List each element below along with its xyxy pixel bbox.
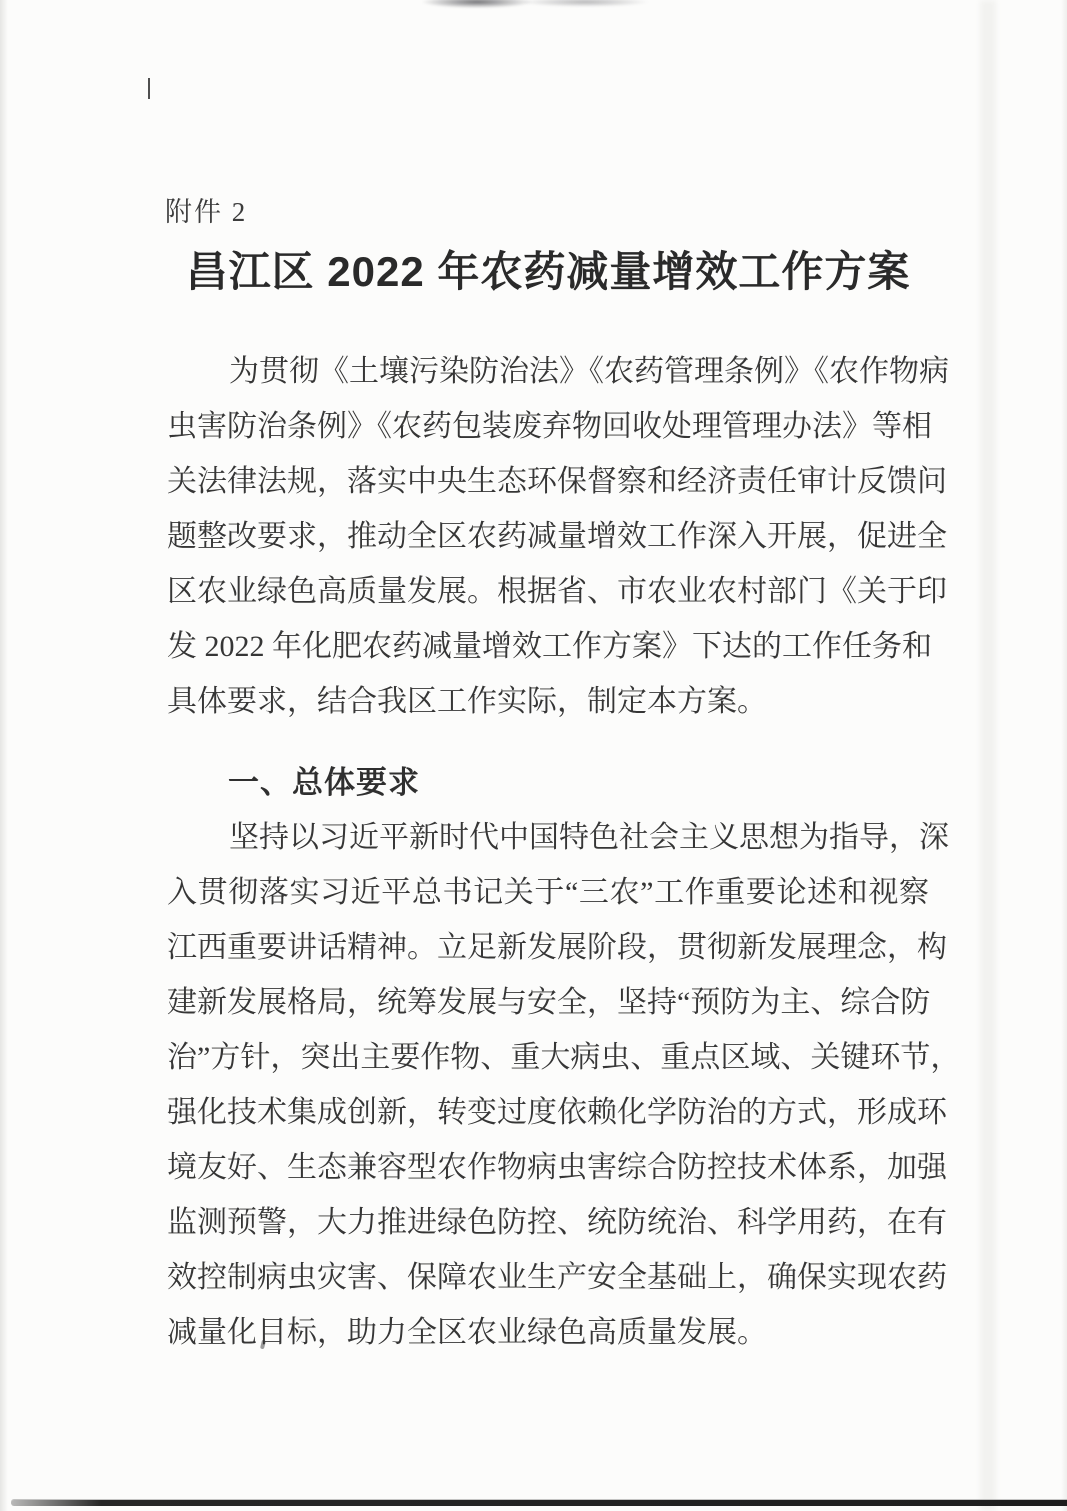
body-line: 监测预警，大力推进绿色防控、统防统治、科学用药，在有 <box>167 1206 947 1239</box>
document-title: 昌江区 2022 年农药减量增效工作方案 <box>185 248 911 295</box>
paragraph-2 <box>167 810 961 1360</box>
body-line: 强化技术集成创新，转变过度依赖化学防治的方式，形成环 <box>167 1096 947 1129</box>
scan-smudge-artifact <box>520 0 650 7</box>
body-line: 为贯彻《土壤污染防治法》《农药管理条例》《农作物病 <box>229 355 949 388</box>
body-line: 减量化目标，助力全区农业绿色高质量发展。 <box>167 1316 767 1349</box>
body-line: 虫害防治条例》《农药包装废弃物回收处理管理办法》等相 <box>167 410 932 443</box>
scan-smudge-artifact <box>422 0 532 8</box>
body-line: 关法律法规，落实中央生态环保督察和经济责任审计反馈问 <box>167 465 947 498</box>
body-line: 建新发展格局，统筹发展与安全，坚持“预防为主、综合防 <box>167 986 931 1019</box>
body-line: 题整改要求，推动全区农药减量增效工作深入开展，促进全 <box>167 520 947 553</box>
attachment-label: 附件 2 <box>165 197 248 227</box>
page-bottom-edge <box>11 1500 1067 1506</box>
page-left-edge-shadow <box>0 0 8 1511</box>
body-line: 江西重要讲话精神。立足新发展阶段，贯彻新发展理念，构 <box>167 931 947 964</box>
body-line: 境友好、生态兼容型农作物病虫害综合防控技术体系，加强 <box>167 1151 947 1184</box>
body-line: 入贯彻落实习近平总书记关于“三农”工作重要论述和视察 <box>167 876 929 909</box>
body-line: 坚持以习近平新时代中国特色社会主义思想为指导，深 <box>229 821 949 854</box>
body-line: 效控制病虫灾害、保障农业生产安全基础上，确保实现农药 <box>167 1261 947 1294</box>
scan-tick-mark <box>148 78 150 99</box>
page-right-edge-shadow <box>1061 0 1067 1511</box>
body-line: 发 2022 年化肥农药减量增效工作方案》下达的工作任务和 <box>167 630 932 663</box>
body-line: 具体要求，结合我区工作实际，制定本方案。 <box>167 685 767 718</box>
paragraph-1 <box>167 344 949 729</box>
section-heading: 一、总体要求 <box>228 765 420 800</box>
body-line: 治”方针，突出主要作物、重大病虫、重点区域、关键环节， <box>167 1041 961 1074</box>
body-line: 区农业绿色高质量发展。根据省、市农业农村部门《关于印 <box>167 575 947 608</box>
scan-streak-artifact <box>980 0 996 1511</box>
